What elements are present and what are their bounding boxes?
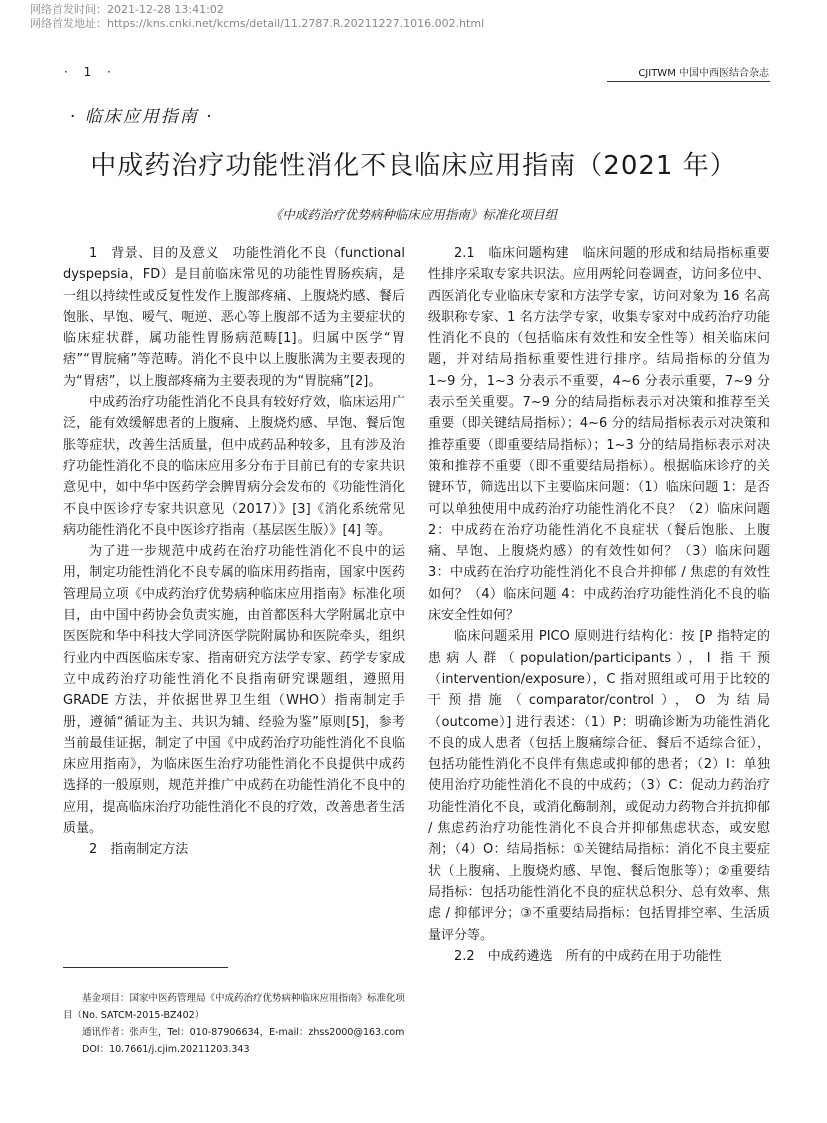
online-publish-info: [30, 3, 484, 31]
page-number: · 1 ·: [64, 65, 117, 79]
footnote-rule: [63, 967, 228, 968]
authors: 《中成药治疗优势病种临床应用指南》标准化项目组: [269, 207, 558, 222]
online-url[interactable]: 网络首发地址：https://kns.cnki.net/kcms/detail/11.2787.R.20211227.1016.002.html: [30, 17, 485, 30]
footnote: [63, 990, 405, 1058]
fund-info: 基金项目：国家中医药管理局《中成药治疗优势病种临床应用指南》标准化项目（No. SATCM-2015-BZ402）: [63, 993, 406, 1021]
left-column: [63, 243, 405, 861]
doi: DOI：10.7661/j.cjim.20211203.343: [82, 1044, 250, 1055]
section-heading: 2 指南制定方法: [89, 842, 189, 858]
paragraph: 临床问题采用 PICO 原则进行结构化：按 [P 指特定的患病人群（population/participants），I 指干预（intervention/exposure），C 指对照组或可用于比较的干预措施（comparator/control），O 为结局（outcome）] 进行表述：（1）P：明确诊断为功能性消化不良的成人患者（包括上腹痛综合征、餐后不适综合征），包括功能性消化不良伴有焦虑或抑郁的患者；（2）I：单独使用治疗功能性消化不良的中成药；（3）C：促动力药治疗功能性消化不良，或消化酶制剂，或促动力药物合并抗抑郁 / 焦虑药治疗功能性消化不良合并抑郁焦虑状态，或安慰剂；（4）O：结局指标：①关键结局指标：消化不良主要症状（上腹痛、上腹烧灼感、早饱、餐后饱胀等）；②重要结局指标：包括功能性消化不良的症状总积分、总有效率、焦虑 / 抑郁评分；③不重要结局指标：包括胃排空率、生活质量评分等。: [428, 629, 770, 943]
paragraph: 1 背景、目的及意义 功能性消化不良（functional dyspepsia，FD）是目前临床常见的功能性胃肠疾病，是一组以持续性或反复性发作上腹部疼痛、上腹烧灼感、餐后饱胀、早饱、嗳气、呃逆、恶心等上腹部不适为主要症状的临床症状群，属功能性胃肠病范畴[1]。归属中医学“胃痞”“胃脘痛”等范畴。消化不良中以上腹胀满为主要表现的为“胃痞”，以上腹部疼痛为主要表现的为“胃脘痛”[2]。: [63, 246, 405, 389]
journal-name: CJITWM 中国中西医结合杂志: [638, 68, 769, 79]
paragraph: 为了进一步规范中成药在治疗功能性消化不良中的运用，制定功能性消化不良专属的临床用药指南，国家中医药管理局立项《中成药治疗优势病种临床应用指南》标准化项目，由中国中药协会负责实施，由首都医科大学附属北京中医医院和华中科技大学同济医学院附属协和医院牵头，组织行业内中西医临床专家、指南研究方法学专家、药学专家成立中成药治疗功能性消化不良指南研究课题组，遵照用 GRADE 方法，并依据世界卫生组（WHO）指南制定手册，遵循“循证为主、共识为辅、经验为鉴”原则[5]，参考当前最佳证据，制定了中国《中成药治疗功能性消化不良临床应用指南》，为临床医生治疗功能性消化不良提供中成药选择的一般原则，规范并推广中成药在功能性消化不良中的应用，提高临床治疗功能性消化不良的疗效，改善患者生活质量。: [63, 544, 405, 837]
paragraph: 中成药治疗功能性消化不良具有较好疗效，临床运用广泛，能有效缓解患者的上腹痛、上腹烧灼感、早饱、餐后饱胀等症状，改善生活质量，但中成药品种较多，且有涉及治疗功能性消化不良的临床应用多分布于目前已有的专家共识意见中，如中华中医药学会脾胃病分会发布的《功能性消化不良中医诊疗专家共识意见（2017）》[3]《消化系统常见病功能性消化不良中医诊疗指南（基层医生版）》[4] 等。: [63, 395, 405, 538]
corresponding-author: 通讯作者：张声生，Tel：010-87906634，E-mail：zhss2000@163.com: [82, 1027, 405, 1038]
header-rule: [607, 81, 770, 82]
section-heading: 2.2 中成药遴选 所有的中成药在用于功能性: [454, 948, 722, 964]
online-time: 网络首发时间：2021-12-28 13:41:02: [30, 3, 224, 16]
paragraph: 2.1 临床问题构建 临床问题的形成和结局指标重要性排序采取专家共识法。应用两轮问卷调查，访问多位中、西医消化专业临床专家和方法学专家，访问对象为 16 名高级职称专家、1 名方法学专家，收集专家对中成药治疗功能性消化不良的（包括临床有效性和安全性等）相关临床问题，并对结局指标重要性进行排序。结局指标的分值为 1~9 分，1~3 分表示不重要，4~6 分表示重要，7~9 分表示至关重要。7~9 分的结局指标表示对决策和推荐至关重要（即关键结局指标）；4~6 分的结局指标表示对决策和推荐重要（即重要结局指标）；1~3 分的结局指标表示对决策和推荐不重要（即不重要结局指标）。根据临床诊疗的关键环节，筛选出以下主要临床问题：（1）临床问题 1：是否可以单独使用中成药治疗功能性消化不良？（2）临床问题 2：中成药在治疗功能性消化不良症状（餐后饱胀、上腹痛、早饱、上腹烧灼感）的有效性如何？（3）临床问题 3：中成药在治疗功能性消化不良合并抑郁 / 焦虑的有效性如何？（4）临床问题 4：中成药治疗功能性消化不良的临床安全性如何？: [428, 246, 770, 624]
article-title: 中成药治疗功能性消化不良临床应用指南（2021 年）: [90, 151, 737, 181]
column-name: · 临床应用指南 ·: [70, 107, 214, 127]
right-column: [428, 243, 770, 967]
